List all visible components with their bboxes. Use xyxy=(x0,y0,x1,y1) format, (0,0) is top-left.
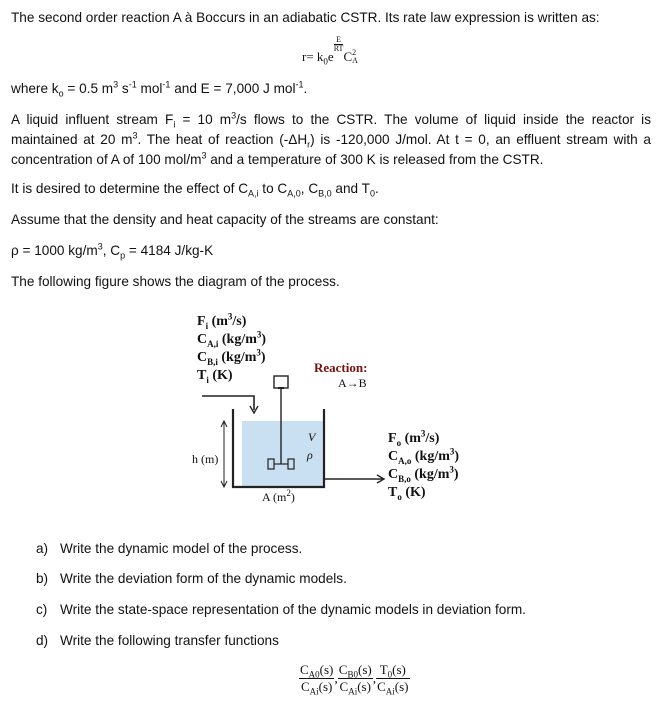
tf1-num: C xyxy=(300,662,309,677)
density-label: ρ xyxy=(307,448,313,462)
outlet-flow-rest: (m xyxy=(401,431,421,446)
motor-icon xyxy=(274,376,288,388)
rate-exponent xyxy=(334,36,344,53)
outlet-flow-sub: o xyxy=(396,437,402,448)
rate-ca-scripts xyxy=(352,49,358,65)
inlet-ca-sup: 3 xyxy=(256,329,262,340)
inlet-cb-rest: (kg/m xyxy=(217,350,257,365)
outlet-ca-sup: 3 xyxy=(449,446,455,457)
inlet-temp-label xyxy=(197,368,233,384)
where-s2: 3 xyxy=(113,79,119,90)
tf1-den: C xyxy=(301,679,310,694)
inlet-ca-label xyxy=(197,329,267,349)
cstr-diagram xyxy=(180,306,500,516)
props-t1: ρ = 1000 kg/m xyxy=(11,243,98,258)
rate-ca-sup: 2 xyxy=(352,48,357,57)
para-b: = 10 m xyxy=(175,112,232,127)
where-t6: . xyxy=(303,81,308,96)
inlet-ca-tail: ) xyxy=(261,332,267,347)
tf-t0-over-cai xyxy=(376,662,409,695)
effect-t1: It is desired to determine the effect of C xyxy=(11,181,249,196)
tf-ca0-over-cai xyxy=(299,662,334,695)
inlet-cb-tail: ) xyxy=(260,350,266,365)
reaction-equation: A→B xyxy=(338,376,367,390)
question-a-text: Write the dynamic model of the process. xyxy=(60,541,303,556)
effect-s1: A,i xyxy=(248,188,259,199)
effect-line xyxy=(11,181,379,199)
inlet-cb-sub: B,i xyxy=(207,356,218,367)
outlet-ca-label xyxy=(388,446,460,466)
inlet-flow-sup: 3 xyxy=(227,311,233,322)
props-s2: p xyxy=(120,250,126,261)
rate-ca-sub: A xyxy=(352,56,358,65)
question-c-text: Write the state-space representation of the dynamic models in deviation form. xyxy=(60,602,526,617)
tf2-den: C xyxy=(339,679,349,694)
inlet-temp-sub: i xyxy=(206,374,209,385)
inlet-cb-sup: 3 xyxy=(256,347,261,358)
inlet-ca-rest: (kg/m xyxy=(218,332,257,347)
inlet-temp-rest: (K) xyxy=(208,368,233,383)
effect-t2: to C xyxy=(258,181,288,196)
outlet-cb-main: C xyxy=(388,467,399,482)
tf2-num-arg: (s) xyxy=(357,662,372,677)
outlet-cb-label xyxy=(388,464,459,484)
rate-ca: C xyxy=(343,49,353,64)
where-t2: = 0.5 m xyxy=(63,81,114,96)
area-label xyxy=(262,490,295,505)
transfer-functions xyxy=(299,662,410,695)
props-t2: , C xyxy=(102,243,121,258)
question-d-text: Write the following transfer functions xyxy=(60,633,279,648)
outlet-cb-sup: 3 xyxy=(449,464,454,475)
effect-s4: 0 xyxy=(369,188,375,199)
where-line xyxy=(11,79,308,99)
question-a-key: a) xyxy=(36,541,49,556)
outlet-temp-rest: (K) xyxy=(401,485,426,500)
inlet-pipe xyxy=(202,396,254,410)
outlet-ca-tail: ) xyxy=(454,449,460,464)
rate-k: k xyxy=(316,49,324,64)
tf3-num-arg: (s) xyxy=(392,662,406,677)
rate-law-formula xyxy=(302,36,358,65)
para-f: and a temperature of 300 K is released from the CSTR. xyxy=(206,152,544,167)
tf2-den-arg: (s) xyxy=(357,679,371,694)
outlet-flow-main: F xyxy=(388,431,397,446)
tf3-den-arg: (s) xyxy=(394,679,409,694)
figure-intro-text: The following figure shows the diagram of the process. xyxy=(11,274,340,289)
props-t3: = 4184 J/kg-K xyxy=(125,243,214,258)
tf3-den: C xyxy=(377,679,386,694)
outlet-temp-main: T xyxy=(388,485,398,500)
inlet-flow-tail: /s) xyxy=(232,314,247,329)
para-d: . The heat of reaction (-ΔH xyxy=(137,132,308,147)
question-b xyxy=(36,571,347,586)
area-label-main: A (m xyxy=(262,490,287,504)
area-label-tail: ) xyxy=(290,490,295,504)
outlet-flow-sup: 3 xyxy=(420,428,426,439)
para-a: A liquid influent stream F xyxy=(11,112,174,127)
inlet-flow-main: F xyxy=(197,314,206,329)
outlet-temp-label xyxy=(388,485,426,501)
para-e-sup: 3 xyxy=(201,150,207,161)
tf3-den-sub: Ai xyxy=(385,686,395,697)
assumption-text: Assume that the density and heat capacity of the streams are constant: xyxy=(11,212,439,227)
question-a xyxy=(36,541,302,556)
where-t1: where k xyxy=(11,81,59,96)
inlet-cb-main: C xyxy=(197,350,208,365)
para-e: ) is -120,000 J/mol. At t = 0, an effluent stream with a concentration of A of 100 mol/m xyxy=(11,132,651,167)
outlet-ca-main: C xyxy=(388,449,399,464)
rate-exp-num: E xyxy=(336,35,342,44)
intro-text: The second order reaction A à Boccurs in an adiabatic CSTR. Its rate law expression is written as: xyxy=(11,10,600,25)
where-s4: -1 xyxy=(162,79,171,90)
question-d-key: d) xyxy=(36,633,49,648)
outlet-flow-tail: /s) xyxy=(425,431,440,446)
question-c xyxy=(36,602,526,617)
outlet-cb-tail: ) xyxy=(453,467,459,482)
outlet-cb-sub: B,o xyxy=(398,473,411,484)
where-s5: -1 xyxy=(295,79,304,90)
reaction-title: Reaction: xyxy=(314,360,368,375)
outlet-ca-rest: (kg/m xyxy=(411,449,450,464)
effect-t4: and T xyxy=(331,181,370,196)
where-t4: mol xyxy=(136,81,163,96)
height-label: h (m) xyxy=(192,452,219,466)
outlet-ca-sub: A,o xyxy=(398,455,412,466)
tf1-den-sub: Ai xyxy=(309,686,319,697)
para-a-sub: i xyxy=(173,119,176,130)
props-s1: 3 xyxy=(97,241,103,252)
effect-t3: , C xyxy=(300,181,319,196)
inlet-ca-sub: A,i xyxy=(207,338,219,349)
question-b-key: b) xyxy=(36,571,49,586)
effect-s2: A,0 xyxy=(287,188,301,199)
where-s3: -1 xyxy=(128,79,137,90)
tf1-sep: , xyxy=(334,670,338,686)
question-b-text: Write the deviation form of the dynamic models. xyxy=(60,571,347,586)
volume-label: V xyxy=(308,430,316,444)
para-c: /s flows to the CSTR. The volume of liquid inside the reactor is maintained at 20 m xyxy=(11,112,652,147)
rate-lhs: r= xyxy=(302,49,314,64)
outlet-cb-rest: (kg/m xyxy=(410,467,450,482)
rate-e: e xyxy=(327,49,334,64)
tf1-num-sub: A0 xyxy=(308,669,320,680)
where-t3: s xyxy=(118,81,129,96)
outlet-flow-label xyxy=(388,428,440,448)
tf3-num: T xyxy=(379,662,388,677)
tf-cb0-over-cai xyxy=(338,662,373,695)
question-c-key: c) xyxy=(36,602,48,617)
area-label-sup: 2 xyxy=(286,488,291,498)
inlet-flow-label xyxy=(197,311,247,331)
para-c-sup: 3 xyxy=(132,130,138,141)
tf1-den-arg: (s) xyxy=(318,679,333,694)
inlet-ca-main: C xyxy=(197,332,208,347)
properties-line xyxy=(11,241,214,261)
rate-exp-den: RT xyxy=(333,44,344,53)
tf2-num: C xyxy=(338,662,348,677)
question-d xyxy=(36,633,279,648)
tf1-num-arg: (s) xyxy=(319,662,334,677)
para-d-sub: r xyxy=(307,139,311,150)
inlet-cb-label xyxy=(197,347,266,367)
tf2-num-sub: B0 xyxy=(347,669,358,680)
tf2-den-sub: Ai xyxy=(348,686,358,697)
effect-t5: . xyxy=(374,181,379,196)
process-description-paragraph xyxy=(11,110,651,170)
rate-k-sub: 0 xyxy=(323,56,328,67)
inlet-flow-rest: (m xyxy=(208,314,228,329)
inlet-flow-sub: i xyxy=(205,320,209,331)
effect-s3: B,0 xyxy=(318,188,332,199)
tf2-sep: , xyxy=(372,670,377,686)
where-t5: and E = 7,000 J mol xyxy=(170,81,296,96)
tf3-num-sub: 0 xyxy=(387,669,393,680)
inlet-temp-main: T xyxy=(197,368,207,383)
where-s1: o xyxy=(58,88,64,99)
outlet-temp-sub: o xyxy=(397,491,402,502)
para-b-sup: 3 xyxy=(231,110,237,121)
